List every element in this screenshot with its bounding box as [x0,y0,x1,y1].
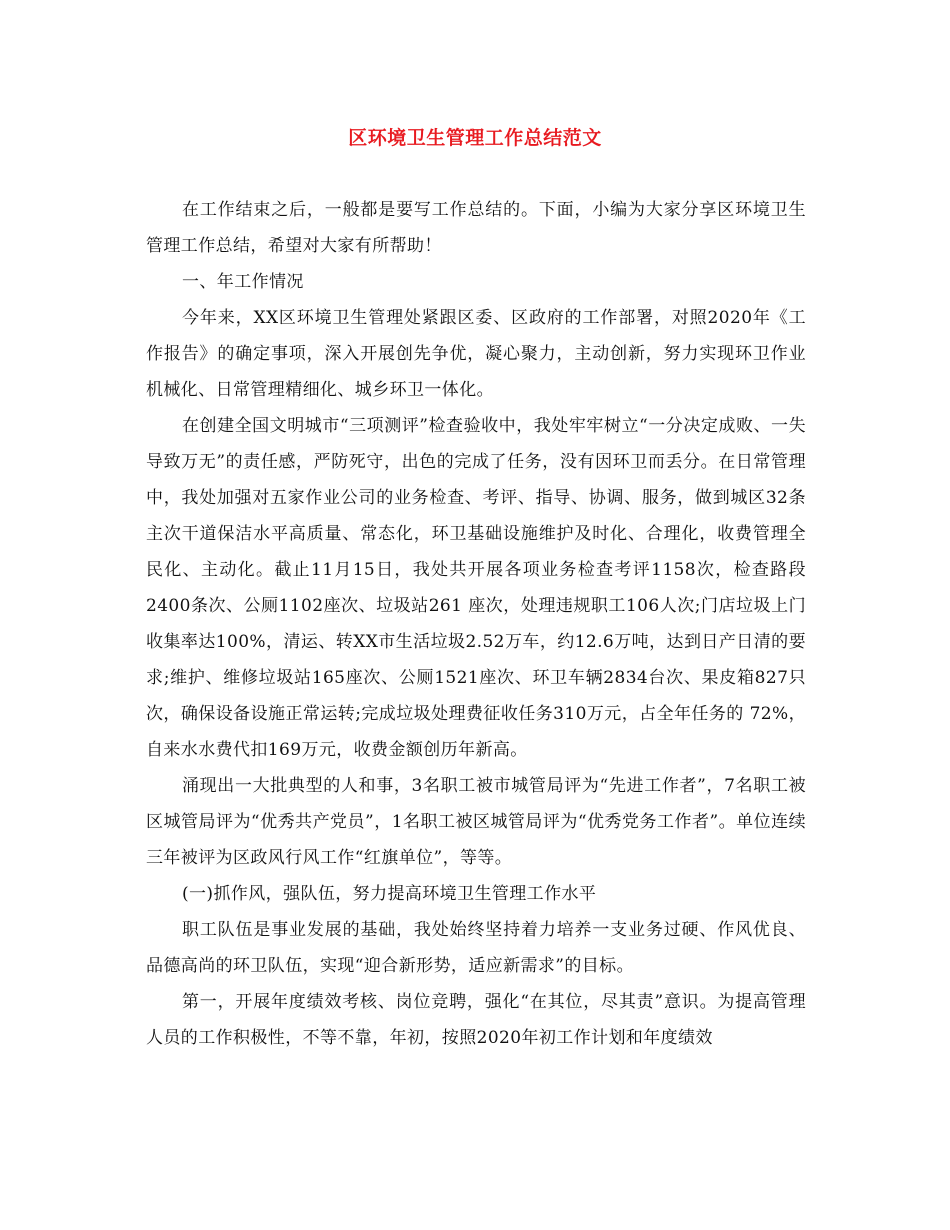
section-heading-annual-work: 一、年工作情况 [182,272,304,292]
subsection-heading-team-building: (一)抓作风，强队伍，努力提高环境卫生管理工作水平 [182,884,597,904]
paragraph-team-foundation: 职工队伍是事业发展的基础，我处始终坚持着力培养一支业务过硬、作风优良、品德高尚的环卫队伍，实现“迎合新形势，适应新需求”的目标。 [146,920,806,976]
paragraph-performance-review: 第一，开展年度绩效考核、岗位竞聘，强化“在其位，尽其责”意识。为提高管理人员的工作积极性，不等不靠，年初，按照2020年初工作计划和年度绩效 [146,992,806,1048]
document-title: 区环境卫生管理工作总结范文 [348,127,602,149]
paragraph-overview: 今年来，XX区环境卫生管理处紧跟区委、区政府的工作部署，对照2020年《工作报告》的确定事项，深入开展创先争优，凝心聚力，主动创新，努力实现环卫作业机械化、日常管理精细化、城乡环卫一体化。 [146,308,806,400]
paragraph-daily-management: 在创建全国文明城市“三项测评”检查验收中，我处牢牢树立“一分决定成败、一失导致万无”的责任感，严防死守，出色的完成了任务，没有因环卫而丢分。在日常管理中，我处加强对五家作业公司的业务检查、考评、指导、协调、服务，做到城区32条主次干道保洁水平高质量、常态化，环卫基础设施维护及时化、合理化，收费管理全民化、主动化。截止11月15日，我处共开展各项业务检查考评1158次，检查路段2400条次、公厕1102座次、垃圾站261 座次，处理违规职工106人次;门店垃圾上门收集率达100%，清运、转XX市生活垃圾2.52万车，约12.6万吨，达到日产日清的要求;维护、维修垃圾站165座次、公厕1521座次、环卫车辆2834台次、果皮箱827只次，确保设备设施正常运转;完成垃圾处理费征收任务310万元，占全年任务的 72%，自来水水费代扣169万元，收费金额创历年新高。 [146,416,806,760]
paragraph-intro: 在工作结束之后，一般都是要写工作总结的。下面，小编为大家分享区环境卫生管理工作总结，希望对大家有所帮助！ [146,200,806,256]
document-body [146,192,806,1056]
paragraph-honors: 涌现出一大批典型的人和事，3名职工被市城管局评为“先进工作者”，7名职工被区城管局评为“优秀共产党员”，1名职工被区城管局评为“优秀党务工作者”。单位连续三年被评为区政风行风工作“红旗单位”，等等。 [146,776,806,868]
